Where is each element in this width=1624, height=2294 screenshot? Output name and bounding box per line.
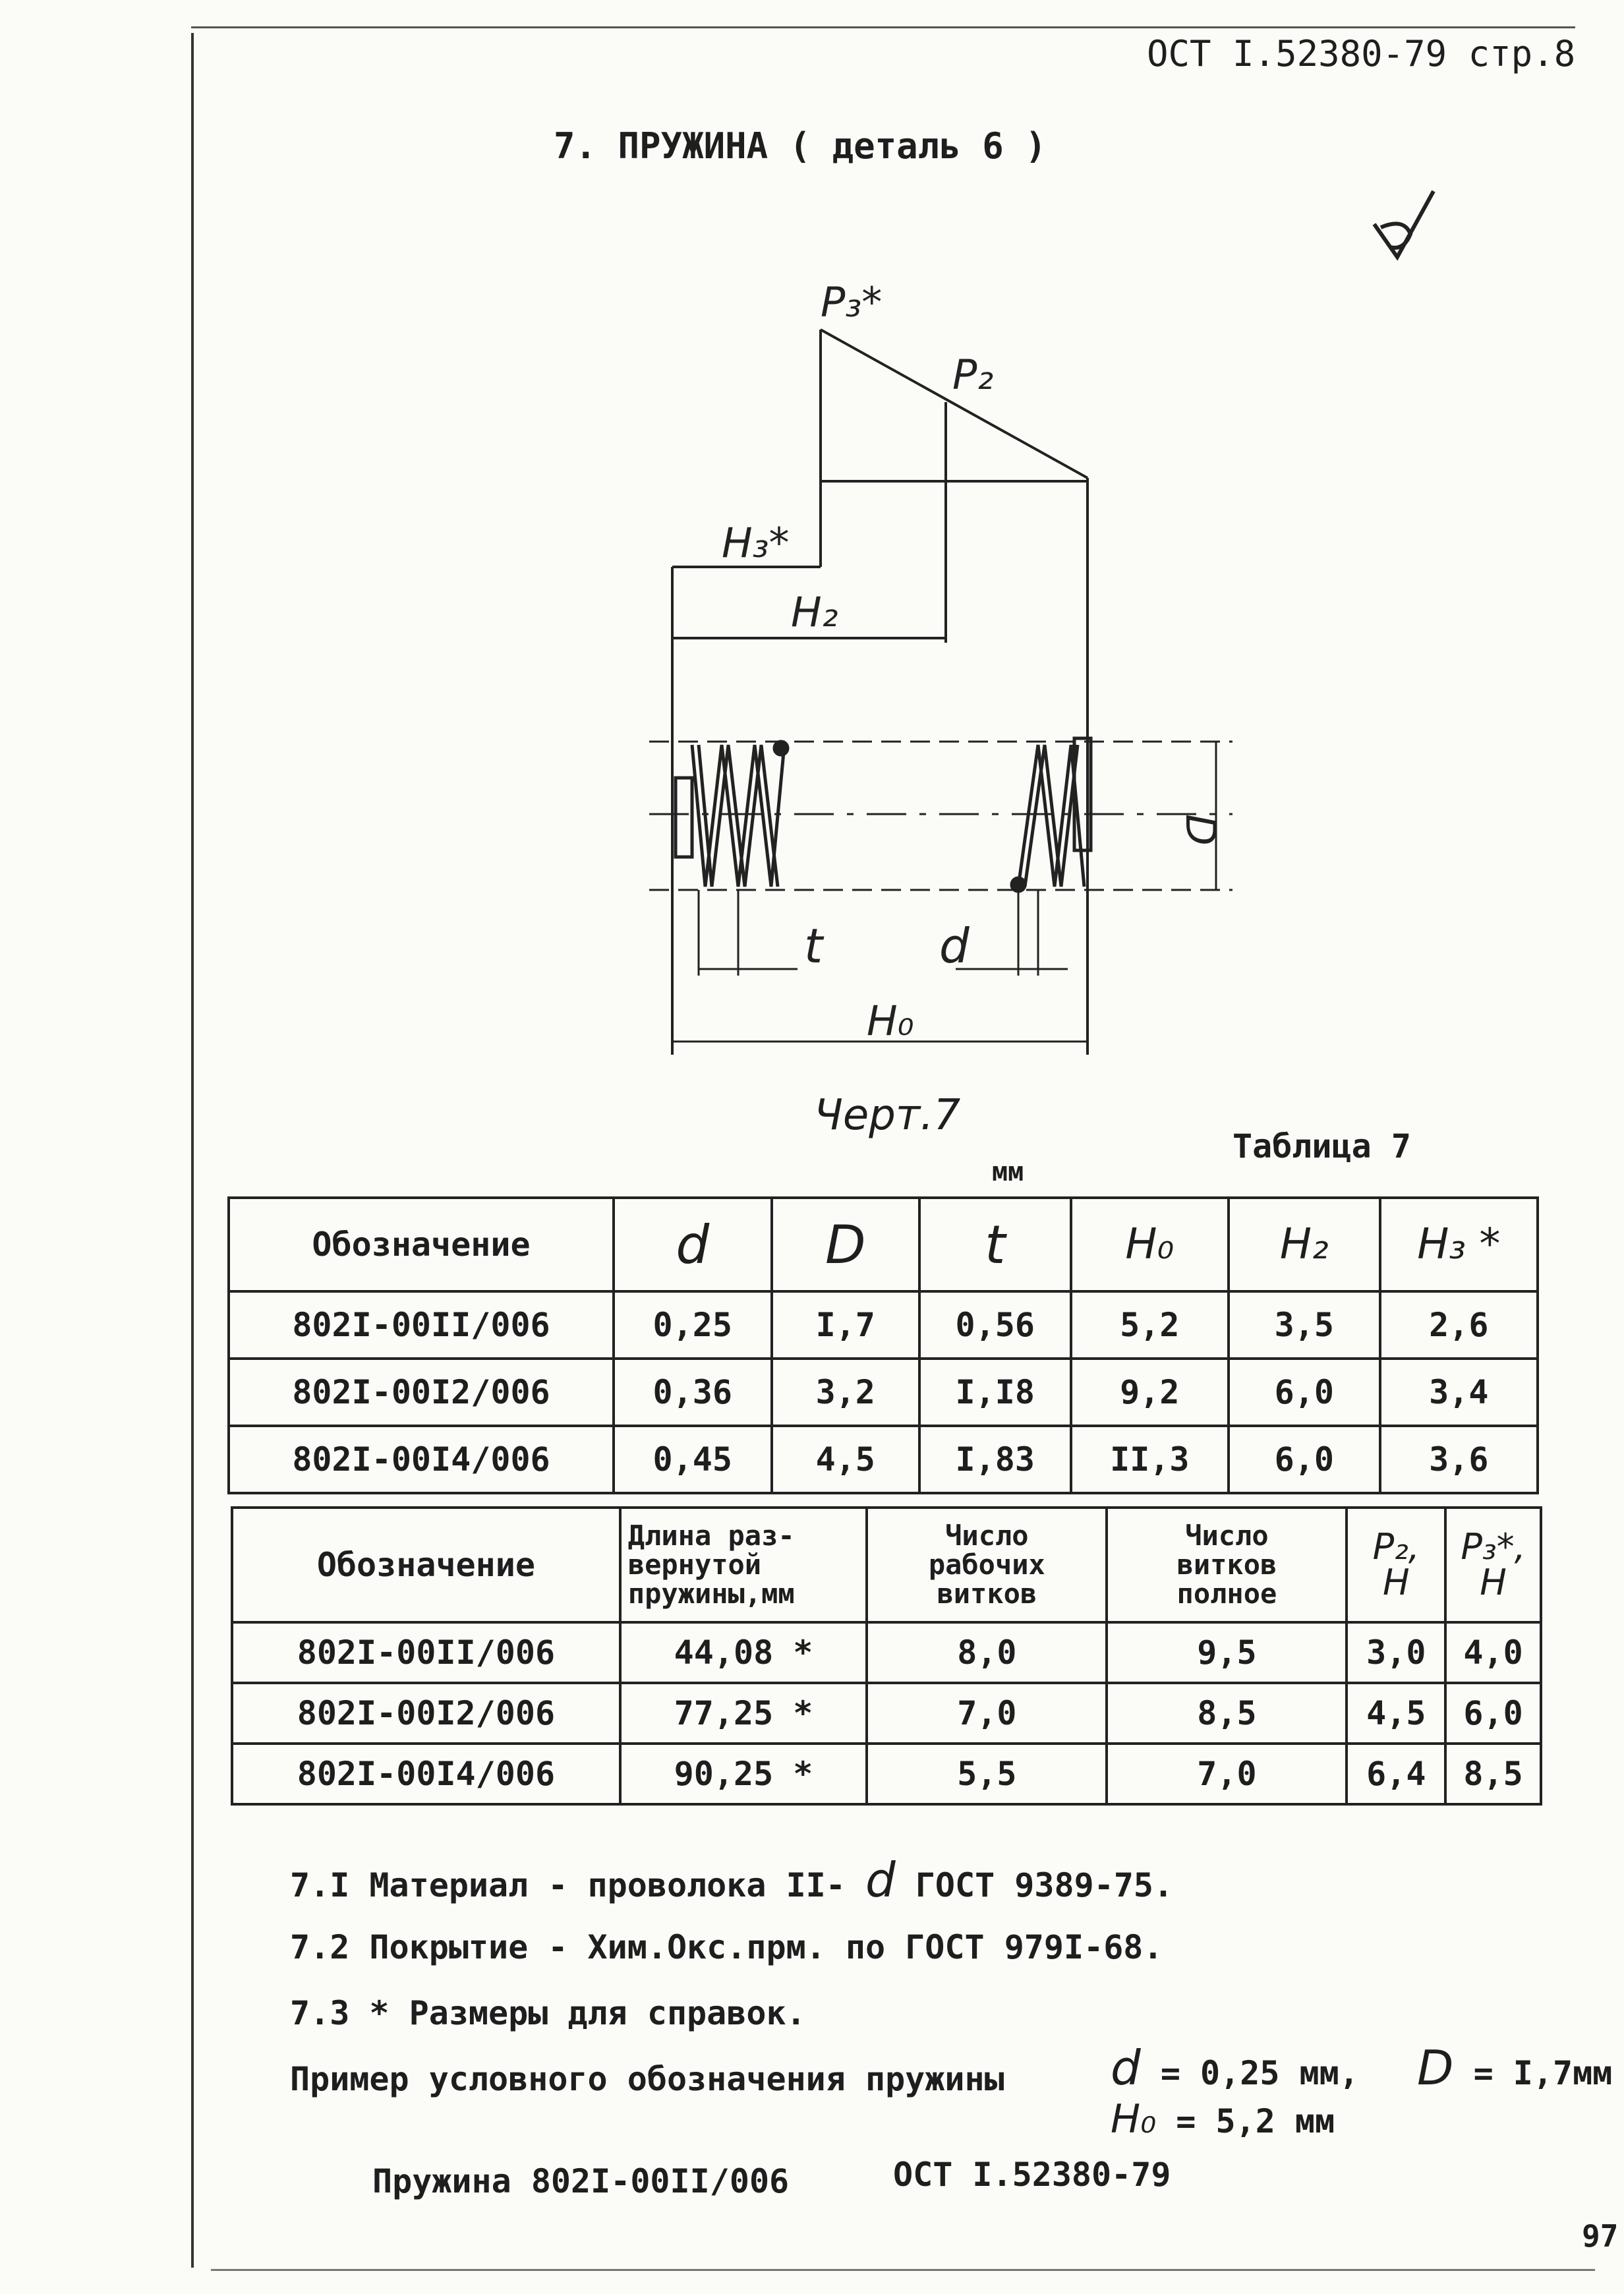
cell: 6,0: [1229, 1359, 1379, 1426]
note-reference: 7.3 * Размеры для справок.: [290, 1994, 806, 2032]
cell: 7,0: [1107, 1744, 1347, 1804]
cell: 802I-00I4/006: [232, 1744, 620, 1804]
cell: 8,5: [1445, 1744, 1541, 1804]
cell: 802I-00II/006: [229, 1291, 614, 1359]
note-material: [290, 1852, 1173, 1908]
table-row: [229, 1426, 1538, 1493]
example-D: [1417, 2040, 1612, 2096]
example-h0: [1111, 2096, 1335, 2142]
cell: 9,5: [1107, 1622, 1347, 1683]
cell: 5,5: [867, 1744, 1107, 1804]
designation-example: Пружина 802I-00II/006: [372, 2162, 790, 2200]
table-header-row: [232, 1508, 1541, 1622]
cell: 5,2: [1071, 1291, 1229, 1359]
cell: 6,0: [1229, 1426, 1379, 1493]
cell: 9,2: [1071, 1359, 1229, 1426]
cell: 6,0: [1445, 1683, 1541, 1744]
table-header-row: [229, 1198, 1538, 1291]
designation-standard: ОСТ I.52380-79: [893, 2156, 1171, 2194]
h2-label: H₂: [791, 588, 838, 636]
units-label: мм: [992, 1157, 1024, 1187]
cell: 4,5: [772, 1426, 919, 1493]
drawing-caption: Черт.7: [814, 1091, 961, 1140]
D-label: D: [1176, 814, 1225, 846]
p2-label: P₂: [952, 351, 994, 399]
cell: 4,0: [1445, 1622, 1541, 1683]
page-number: 97: [1582, 2218, 1619, 2254]
example-d: [1111, 2040, 1359, 2096]
note-material-text: 7.I Материал - проволока II-: [290, 1866, 846, 1904]
note-material-standard: ГОСТ 9389-75.: [915, 1866, 1174, 1904]
frame-top-border: [191, 26, 1575, 28]
col-D: D: [772, 1198, 919, 1291]
cell: 3,0: [1347, 1622, 1445, 1683]
p3-label: P₃*: [821, 278, 883, 326]
col-h2: H₂: [1229, 1198, 1379, 1291]
cell: 802I-00I2/006: [232, 1683, 620, 1744]
cell: 3,2: [772, 1359, 919, 1426]
col-d: d: [614, 1198, 772, 1291]
cell: I,83: [919, 1426, 1071, 1493]
cell: 3,6: [1380, 1426, 1538, 1493]
col-length: Длина раз- вернутой пружины,мм: [620, 1508, 867, 1622]
cell: I,I8: [919, 1359, 1071, 1426]
cell: 0,56: [919, 1291, 1071, 1359]
table-row: [229, 1291, 1538, 1359]
table-row: [229, 1359, 1538, 1426]
dimension-lines: [649, 742, 1232, 1042]
table-label: Таблица 7: [1232, 1127, 1411, 1165]
col-h0: H₀: [1071, 1198, 1229, 1291]
cell: I,7: [772, 1291, 919, 1359]
col-designation: Обозначение: [232, 1508, 620, 1622]
cell: 3,5: [1229, 1291, 1379, 1359]
table-row: [232, 1744, 1541, 1804]
example-label: Пример условного обозначения пружины: [290, 2060, 1004, 2098]
col-t: t: [919, 1198, 1071, 1291]
spring-sketch: [676, 738, 1091, 891]
example-h0-value: = 5,2 мм: [1176, 2102, 1335, 2140]
cell: 44,08 *: [620, 1622, 867, 1683]
col-total-turns: Число витков полное: [1107, 1508, 1347, 1622]
cell: 6,4: [1347, 1744, 1445, 1804]
example-D-symbol: D: [1417, 2040, 1454, 2096]
col-p2: P₂, H: [1347, 1508, 1445, 1622]
cell: 3,4: [1380, 1359, 1538, 1426]
h0-label: H₀: [867, 997, 914, 1045]
cell: 90,25 *: [620, 1744, 867, 1804]
cell: 0,45: [614, 1426, 772, 1493]
cell: 802I-00I4/006: [229, 1426, 614, 1493]
example-d-value: = 0,25 мм,: [1160, 2054, 1359, 2092]
cell: 0,25: [614, 1291, 772, 1359]
cell: 8,5: [1107, 1683, 1347, 1744]
check-mark-icon: [1374, 191, 1434, 257]
table-dimensions: [227, 1196, 1539, 1494]
section-title: 7. ПРУЖИНА ( деталь 6 ): [554, 125, 1047, 167]
example-d-symbol: d: [1111, 2040, 1141, 2096]
table-spring-parameters: [231, 1506, 1542, 1806]
cell: 4,5: [1347, 1683, 1445, 1744]
h3-label: H₃*: [722, 519, 790, 567]
col-p3: P₃*, H: [1445, 1508, 1541, 1622]
cell: 802I-00I2/006: [229, 1359, 614, 1426]
force-diagram: [672, 330, 1088, 1055]
col-designation: Обозначение: [229, 1198, 614, 1291]
d-label: d: [939, 918, 970, 974]
t-label: t: [804, 918, 823, 974]
table-row: [232, 1683, 1541, 1744]
note-material-symbol: d: [865, 1852, 896, 1908]
example-h0-symbol: H₀: [1111, 2096, 1157, 2142]
cell: 0,36: [614, 1359, 772, 1426]
col-h3: H₃ *: [1380, 1198, 1538, 1291]
standard-page-header: ОСТ I.52380-79 стр.8: [1147, 33, 1576, 74]
cell: 7,0: [867, 1683, 1107, 1744]
col-working-turns: Число рабочих витков: [867, 1508, 1107, 1622]
frame-left-border: [191, 33, 194, 2268]
frame-bottom-border: [211, 2269, 1595, 2271]
cell: II,3: [1071, 1426, 1229, 1493]
note-coating: 7.2 Покрытие - Хим.Окс.прм. по ГОСТ 979I-68.: [290, 1928, 1163, 1966]
cell: 77,25 *: [620, 1683, 867, 1744]
example-D-value: = I,7мм: [1473, 2054, 1613, 2092]
table-row: [232, 1622, 1541, 1683]
cell: 8,0: [867, 1622, 1107, 1683]
cell: 802I-00II/006: [232, 1622, 620, 1683]
dimension-labels: [722, 278, 1225, 1045]
cell: 2,6: [1380, 1291, 1538, 1359]
